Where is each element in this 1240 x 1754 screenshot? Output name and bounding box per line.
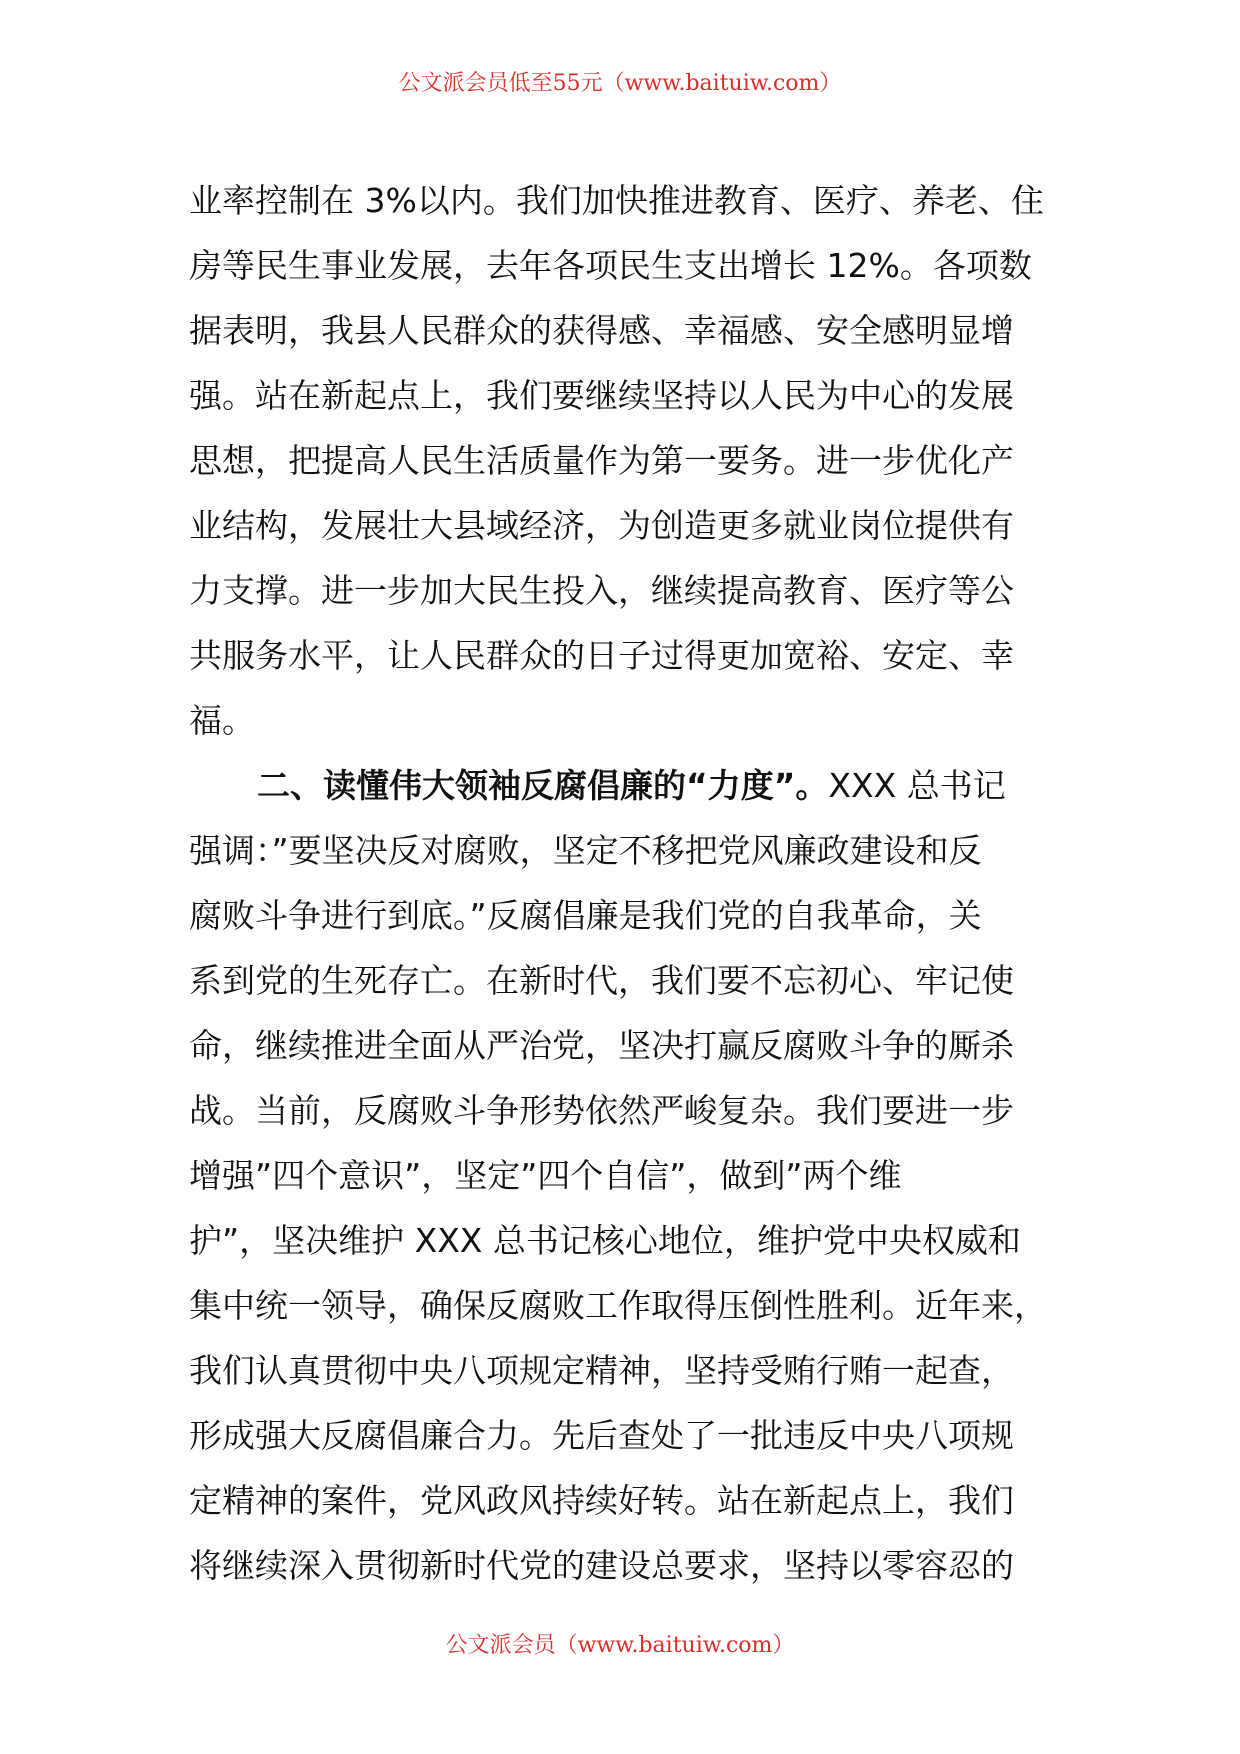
text-line: 腐败斗争进行到底。”反腐倡廉是我们党的自我革命，关 (189, 896, 982, 935)
text-line: 业结构，发展壮大县域经济，为创造更多就业岗位提供有 (189, 506, 1014, 545)
text-line: 集中统一领导，确保反腐败工作取得压倒性胜利。近年来， (189, 1286, 1047, 1325)
text-line: 系到党的生死存亡。在新时代，我们要不忘初心、牢记使 (189, 961, 1014, 1000)
text-line: 据表明，我县人民群众的获得感、幸福感、安全感明显增 (189, 311, 1014, 350)
section-heading: 二、读懂伟大领袖反腐倡廉的“力度”。 (257, 766, 829, 805)
text-line: 房等民生事业发展，去年各项民生支出增长 12%。各项数 (189, 246, 1032, 285)
text-line: 强。站在新起点上，我们要继续坚持以人民为中心的发展 (189, 376, 1014, 415)
text-line: 战。当前，反腐败斗争形势依然严峻复杂。我们要进一步 (189, 1091, 1014, 1130)
footer-watermark-banner: 公文派会员（www.baituiw.com） (445, 1633, 795, 1658)
text-line: 我们认真贯彻中央八项规定精神，坚持受贿行贿一起查， (189, 1351, 1014, 1390)
text-line: 强调：”要坚决反对腐败，坚定不移把党风廉政建设和反 (189, 831, 982, 870)
text-line: 增强”四个意识”，坚定”四个自信”，做到”两个维 (189, 1156, 902, 1195)
text-line: 形成强大反腐倡廉合力。先后查处了一批违反中央八项规 (189, 1416, 1014, 1455)
text-line: 业率控制在 3%以内。我们加快推进教育、医疗、养老、住 (189, 181, 1044, 220)
heading-line-text: XXX 总书记 (828, 766, 1006, 805)
paragraph-livelihood (189, 168, 1064, 753)
text-line: 将继续深入贯彻新时代党的建设总要求，坚持以零容忍的 (189, 1546, 1014, 1585)
document-body (189, 168, 1064, 1598)
text-line: 共服务水平，让人民群众的日子过得更加宽裕、安定、幸 (189, 636, 1014, 675)
text-line: 福。 (189, 701, 255, 740)
text-line: 力支撑。进一步加大民生投入，继续提高教育、医疗等公 (189, 571, 1014, 610)
text-line: 定精神的案件，党风政风持续好转。站在新起点上，我们 (189, 1481, 1014, 1520)
paragraph-anticorruption (189, 753, 1064, 1598)
section-heading-line (189, 753, 1064, 818)
header-watermark-banner: 公文派会员低至55元（www.baituiw.com） (398, 71, 842, 96)
text-line: 护”，坚决维护 XXX 总书记核心地位，维护党中央权威和 (189, 1221, 1021, 1260)
text-line: 思想，把提高人民生活质量作为第一要务。进一步优化产 (189, 441, 1014, 480)
text-line: 命，继续推进全面从严治党，坚决打赢反腐败斗争的厮杀 (189, 1026, 1014, 1065)
